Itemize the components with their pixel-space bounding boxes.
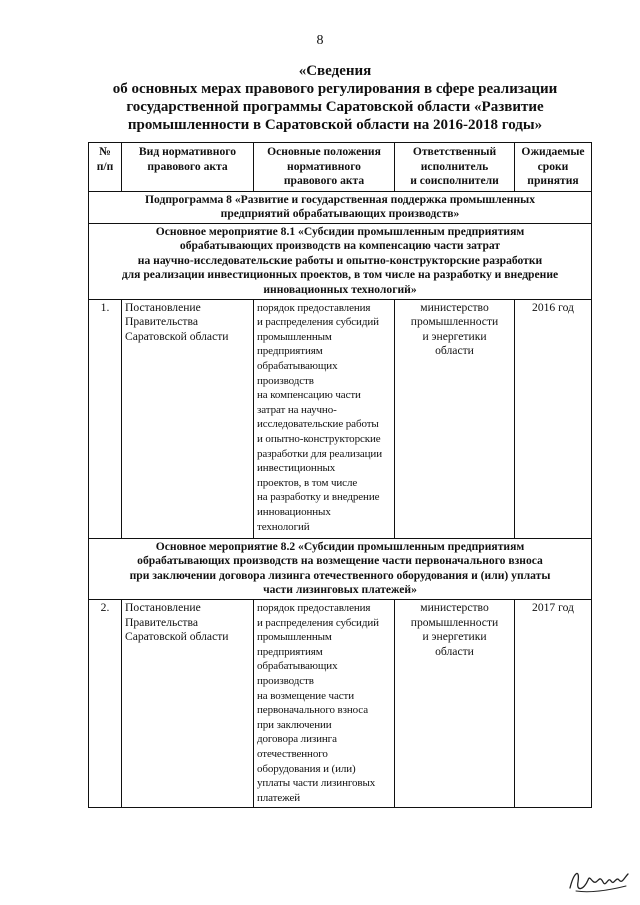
act-type-cell: Постановление Правительства Саратовской области	[122, 299, 254, 538]
deadline-cell: 2017 год	[515, 600, 592, 808]
legal-acts-table	[88, 142, 592, 808]
deadline-cell: 2016 год	[515, 299, 592, 538]
title-line: об основных мерах правового регулирования в сфере реализации	[112, 81, 558, 97]
title-line: «Сведения	[298, 63, 372, 79]
subprogram-row	[89, 191, 592, 223]
provisions-cell: порядок предоставления и распределения субсидий промышленным предприятиям обрабатывающих производств на возмещение части первоначального взноса при заключении договора лизинга отечественного оборудования и (или) уплаты части лизинговых платежей	[254, 600, 395, 808]
event-title-8-1: Основное мероприятие 8.1 «Субсидии промышленным предприятиям обрабатывающих производств на компенсацию части затрат на научно-исследовательские работы и опытно-конструкторские разработки для реализации инвестиционных проектов, в том числе на разработку и внедрение инновационных технологий»	[89, 223, 592, 299]
header-main-provisions: Основные положения нормативного правового акта	[254, 143, 395, 192]
table-row	[89, 299, 592, 538]
title-line: государственной программы Саратовской области «Развитие	[126, 99, 544, 115]
table-header-row	[89, 143, 592, 192]
table-row	[89, 600, 592, 808]
executor-cell: министерство промышленности и энергетики области	[395, 299, 515, 538]
handwritten-signature	[566, 862, 630, 896]
subprogram-title: Подпрограмма 8 «Развитие и государственная поддержка промышленных предприятий обрабатывающих производств»	[89, 191, 592, 223]
provisions-cell: порядок предоставления и распределения субсидий промышленным предприятиям обрабатывающих производств на компенсацию части затрат на научно- исследовательские работы и опытно-конструкторские разработки для реализации инвестиционных проектов, в том числе на разработку и внедрение инновационных технологий	[254, 299, 395, 538]
event-row	[89, 538, 592, 599]
act-type-cell: Постановление Правительства Саратовской области	[122, 600, 254, 808]
header-act-type: Вид нормативного правового акта	[122, 143, 254, 192]
title-line: промышленности в Саратовской области на 2016-2018 годы»	[127, 117, 543, 133]
executor-cell: министерство промышленности и энергетики области	[395, 600, 515, 808]
row-number: 2.	[89, 600, 122, 808]
page-number: 8	[316, 33, 324, 48]
event-title-8-2: Основное мероприятие 8.2 «Субсидии промышленным предприятиям обрабатывающих производств на возмещение части первоначального взноса при заключении договора лизинга отечественного оборудования и (или) уплаты части лизинговых платежей»	[89, 538, 592, 599]
row-number: 1.	[89, 299, 122, 538]
header-number: № п/п	[89, 143, 122, 192]
header-executor: Ответственный исполнитель и соисполнители	[395, 143, 515, 192]
header-deadline: Ожидаемые сроки принятия	[515, 143, 592, 192]
document-title	[95, 62, 575, 134]
event-row	[89, 223, 592, 299]
